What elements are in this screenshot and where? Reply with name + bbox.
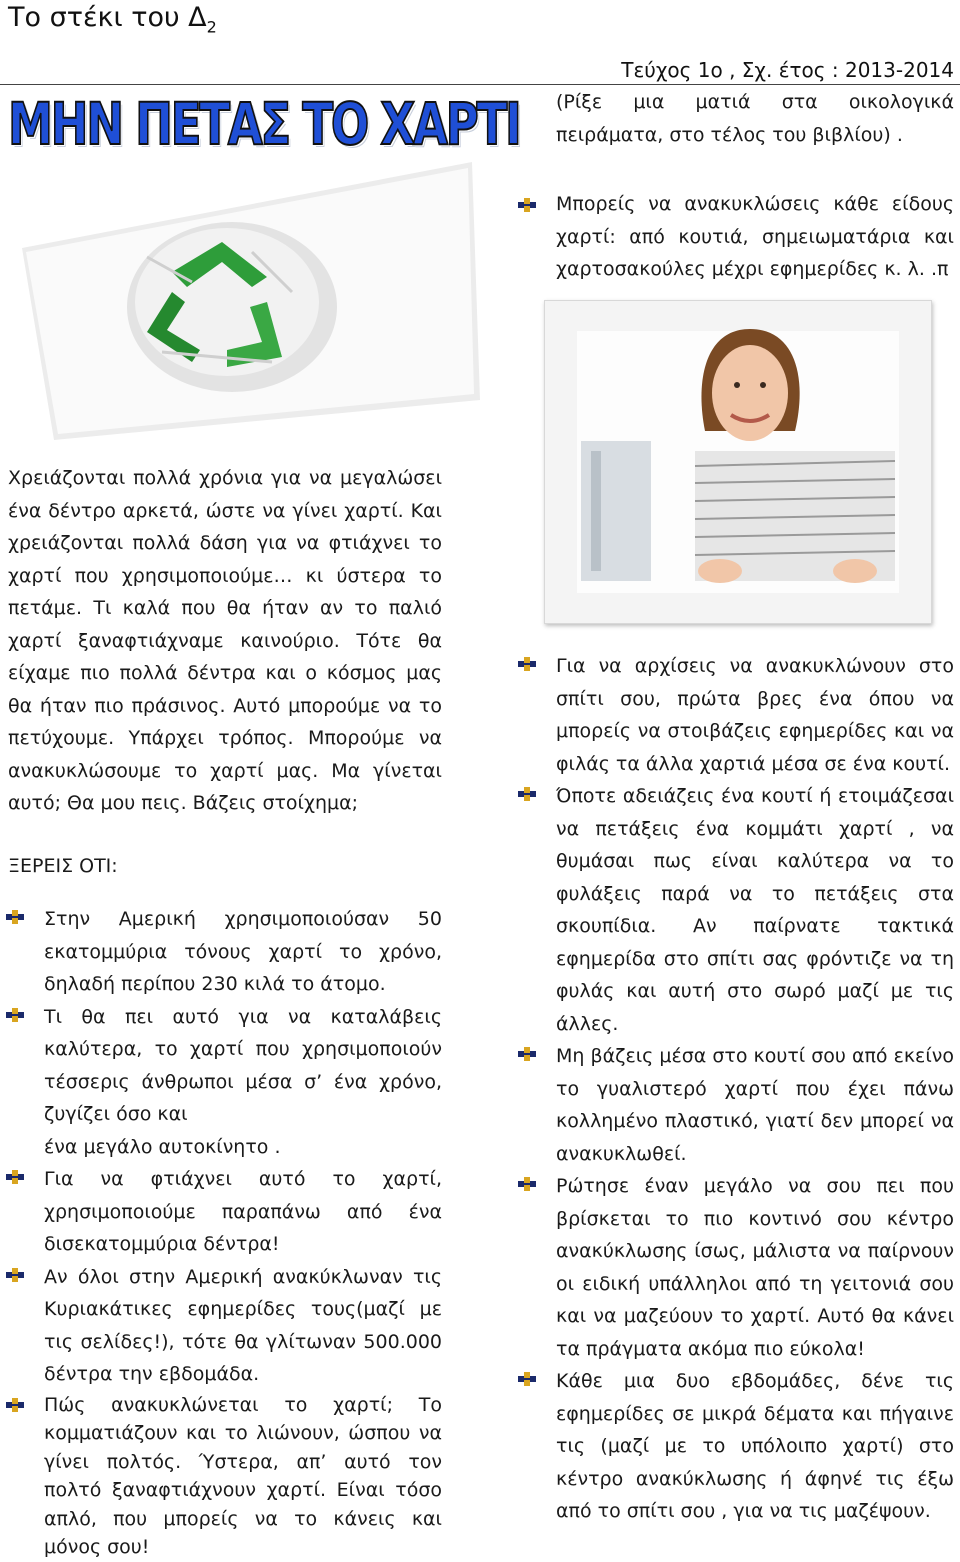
bullet-icon — [6, 1268, 24, 1282]
list-item: Όποτε αδειάζεις ένα κουτί ή ετοιμάζεσαι να πετάξεις ένα κομμάτι χαρτί , να θυμάσαι πως είναι καλύτερα να το φυλάξεις παρά να το πετάξεις στα σκουπίδια. Αν παίρνατε τακτικά εφημερίδα στο σπίτι σας φρόντιζε να τη φυλάς και αυτή στο σωρό μαζί με τις άλλες. — [556, 780, 954, 1040]
header-divider — [0, 84, 960, 85]
left-column — [8, 462, 442, 1562]
article-headline: ΜΗΝ ΠΕΤΑΣ ΤΟ ΧΑΡΤΙ — [8, 90, 520, 158]
bullet-icon — [518, 1177, 536, 1191]
list-item: Αν όλοι στην Αμερική ανακύκλωναν τις Κυριακάτικες εφημερίδες τους(μαζί με τις σελίδες!), τότε θα γλίτωναν 500.000 δέντρα την εβδομάδα. — [44, 1261, 442, 1391]
list-item: Στην Αμερική χρησιμοποιούσαν 50 εκατομμύρια τόνους χαρτί το χρόνο, δηλαδή περίπου 230 κιλά το άτομο. — [44, 903, 442, 1001]
list-item: Μπορείς να ανακυκλώσεις κάθε είδους χαρτί: από κουτιά, σημειωματάρια και χαρτοσακούλες μέχρι εφημερίδες κ. λ. .π — [556, 188, 954, 286]
girl-newspapers-photo — [544, 300, 932, 624]
list-item: Πώς ανακυκλώνεται το χαρτί; Το κομματιάζουν και το λιώνουν, ώσπου να γίνει πολτός. Ύστερα, απ’ αυτό τον πολτό ξαναφτιάχνουν χαρτί. Είναι τόσο απλό, που μπορείς να το κάνεις και μόνος σου! — [44, 1391, 442, 1562]
list-item: Για να φτιάχνει αυτό το χαρτί, χρησιμοποιούμε παραπάνω από ένα δισεκατομμύρια δέντρα! — [44, 1163, 442, 1261]
crumpled-paper-photo — [22, 162, 480, 440]
issue-info: Τεύχος 1ο , Σχ. έτος : 2013-2014 — [621, 58, 954, 82]
bullet-icon — [6, 1398, 24, 1412]
right-column — [556, 650, 954, 1528]
intro-text: (Ρίξε μια ματιά στα οικολογικά πειράματα, στο τέλος του βιβλίου) . — [556, 91, 954, 146]
bullet-icon — [518, 787, 536, 801]
bullet-icon — [518, 198, 536, 212]
right-top-column — [556, 86, 954, 286]
list-item: Τι θα πει αυτό για να καταλάβεις καλύτερα, το χαρτί που χρησιμοποιούν τέσσερις άνθρωποι μέσα σ’ ένα χρόνο, ζυγίζει όσο και ένα μεγάλο αυτοκίνητο . — [44, 1001, 442, 1164]
bullet-icon — [518, 657, 536, 671]
intro-paragraph: Χρειάζονται πολλά χρόνια για να μεγαλώσει ένα δέντρο αρκετά, ώστε να γίνει χαρτί. Και χρειάζονται πολλά δάση για να φτιάχνει το χαρτί που χρησιμοποιούμε… κι ύστερα το πετάμε. Τι καλά που θα ήταν αν το παλιό χαρτί ξαναφτιάχναμε καινούριο. Τότε θα είχαμε πιο πολλά δέντρα και ο κόσμος μας θα ήταν πιο πράσινος. Αυτό μπορούμε να το πετύχουμε. Υπάρχει τρόπος. Μπορούμε να ανακυκλώσουμε το χαρτί μας. Μα γίνεται αυτό; Θα μου πεις. Βάζεις στοίχημα; — [8, 467, 442, 814]
list-item: Για να αρχίσεις να ανακυκλώνουν στο σπίτι σου, πρώτα βρες ένα όπου να μπορείς να στοιβάζεις εφημερίδες και να φιλάς τα άλλα χαρτιά μέσα σε ένα κουτί. — [556, 650, 954, 780]
list-item: Κάθε μια δυο εβδομάδες, δένε τις εφημερίδες σε μικρά δέματα και πήγαινε τις (μαζί με το υπόλοιπο χαρτί) στο κέντρο ανακύκλωσης ή άφηνέ τις έξω από το σπίτι σου , για να τις μαζέψουν. — [556, 1365, 954, 1528]
bullet-icon — [518, 1372, 536, 1386]
list-item: Ρώτησε έναν μεγάλο να σου πει που βρίσκεται το πιο κοντινό σου κέντρο ανακύκλωσης ίσως, μάλιστα να παίρνουν οι ειδική υπάλληλοι από τη γειτονιά σου και να μαζεύουν το χαρτί. Αυτό θα κάνει τα πράγματα ακόμα πιο εύκολα! — [556, 1170, 954, 1365]
newsletter-title: Το στέκι του $\Delta_2$ — [8, 2, 217, 37]
section-heading: ΞΕΡΕΙΣ ΟΤΙ: — [8, 854, 118, 877]
list-item: Μη βάζεις μέσα στο κουτί σου από εκείνο το γυαλιστερό χαρτί που έχει πάνω κολλημένο πλαστικό, γιατί δεν μπορεί να ανακυκλωθεί. — [556, 1040, 954, 1170]
bullet-icon — [6, 910, 24, 924]
bullet-icon — [518, 1047, 536, 1061]
bullet-icon — [6, 1008, 24, 1022]
bullet-icon — [6, 1170, 24, 1184]
